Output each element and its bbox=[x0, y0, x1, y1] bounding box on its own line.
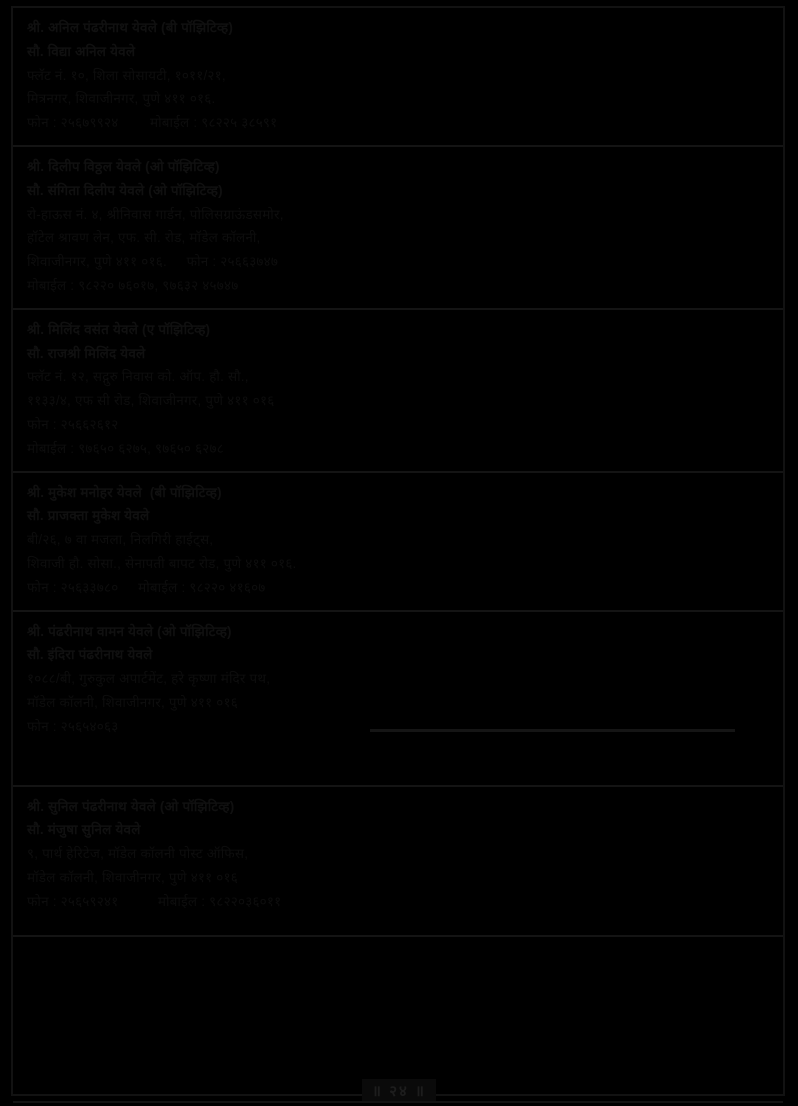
entry-line: फ्लॅट नं. १२, सद्गुरु निवास को. ऑप. हौ. सौ., bbox=[27, 369, 249, 385]
stray-horizontal-rule bbox=[370, 729, 735, 732]
entry-line: मोबाईल : ९८२२० ७६०१७, ९७६३२ ४५७४७ bbox=[27, 277, 239, 293]
entry-line: शिवाजी हौ. सोसा., सेनापती बापट रोड, पुणे ४११ ०१६. bbox=[27, 555, 297, 571]
entry-line: सौ. मंजुषा सुनिल येवले bbox=[27, 822, 141, 838]
entry-line: श्री. दिलीप विठ्ठल येवले (ओ पॉझिटिव्ह) bbox=[27, 158, 220, 174]
blank-area bbox=[13, 935, 783, 1077]
entry-line: फोन : २५६७९९२४ मोबाईल : ९८२२५ ३८५९१ bbox=[27, 115, 278, 131]
directory-entry-list bbox=[13, 8, 783, 924]
directory-entry bbox=[13, 147, 783, 310]
entry-line: फोन : २५६५९२४१ मोबाईल : ९८२२०३६०११ bbox=[27, 893, 282, 909]
entry-line: मोबाईल : ९७६५० ६२७५, ९७६५० ६२७८ bbox=[27, 440, 224, 456]
entry-line: सौ. प्राजक्ता मुकेश येवले bbox=[27, 508, 150, 524]
footer-rule bbox=[13, 1101, 783, 1103]
entry-line: १०८८/बी, गुरुकुल अपार्टमेंट, हरे कृष्णा मंदिर पथ, bbox=[27, 671, 271, 687]
directory-entry bbox=[13, 8, 783, 147]
entry-line: श्री. मिलिंद वसंत येवले (ए पॉझिटिव्ह) bbox=[27, 321, 211, 337]
page-footer bbox=[0, 1079, 798, 1103]
entry-line: सौ. संगिता दिलीप येवले (ओ पॉझिटिव्ह) bbox=[27, 182, 223, 198]
entry-line: बी/२६, ७ वा मजला, निलगिरी हाईट्स, bbox=[27, 532, 214, 548]
page-number: ॥ २४ ॥ bbox=[362, 1079, 436, 1103]
entry-line: ९, पार्थ हेरिटेज, मॉडेल कॉलनी पोस्ट ऑफिस, bbox=[27, 846, 249, 862]
entry-line: मॉडेल कॉलनी, शिवाजीनगर, पुणे ४११ ०१६ bbox=[27, 694, 238, 710]
entry-line: सौ. राजश्री मिलिंद येवले bbox=[27, 345, 146, 361]
entry-line: सौ. विद्या अनिल येवले bbox=[27, 43, 136, 59]
entry-line: श्री. अनिल पंढरीनाथ येवले (बी पॉझिटिव्ह) bbox=[27, 20, 234, 35]
directory-entry bbox=[13, 612, 783, 787]
entry-line: फ्लॅट नं. १०, शिला सोसायटी, १०११/२१, bbox=[27, 67, 226, 83]
entry-line: मित्रनगर, शिवाजीनगर, पुणे ४११ ०१६. bbox=[27, 91, 216, 107]
entry-line: फोन : २५६६२६१२ bbox=[27, 416, 119, 432]
entry-line: श्री. मुकेश मनोहर येवले (बी पॉझिटिव्ह) bbox=[27, 484, 222, 500]
entry-line: श्री. सुनिल पंढरीनाथ येवले (ओ पॉझिटिव्ह) bbox=[27, 798, 235, 814]
directory-entry bbox=[13, 787, 783, 924]
entry-line: शिवाजीनगर, पुणे ४११ ०१६. फोन : २५६६३७४७ bbox=[27, 254, 279, 270]
entry-line: ११३३/४, एफ सी रोड, शिवाजीनगर, पुणे ४११ ०१६ bbox=[27, 393, 275, 409]
entry-line: रो-हाऊस नं. ४, श्रीनिवास गार्डन, पोलिसग्राऊंडसमोर, bbox=[27, 206, 284, 222]
entry-line: श्री. पंढरीनाथ वामन येवले (ओ पॉझिटिव्ह) bbox=[27, 623, 232, 639]
entry-line: फोन : २५६५४०६३ bbox=[27, 718, 119, 734]
directory-entry bbox=[13, 473, 783, 612]
entry-line: मॉडेल कॉलनी, शिवाजीनगर, पुणे ४११ ०१६ bbox=[27, 869, 238, 885]
entry-line: हॉटेल श्रावण लेन, एफ. सी. रोड, मॉडेल कॉलनी, bbox=[27, 230, 261, 246]
entry-line: फोन : २५६३३७८० मोबाईल : ९८२२० ४१६०७ bbox=[27, 579, 266, 595]
directory-entry bbox=[13, 310, 783, 473]
entry-line: सौ. इंदिरा पंढरीनाथ येवले bbox=[27, 647, 153, 663]
